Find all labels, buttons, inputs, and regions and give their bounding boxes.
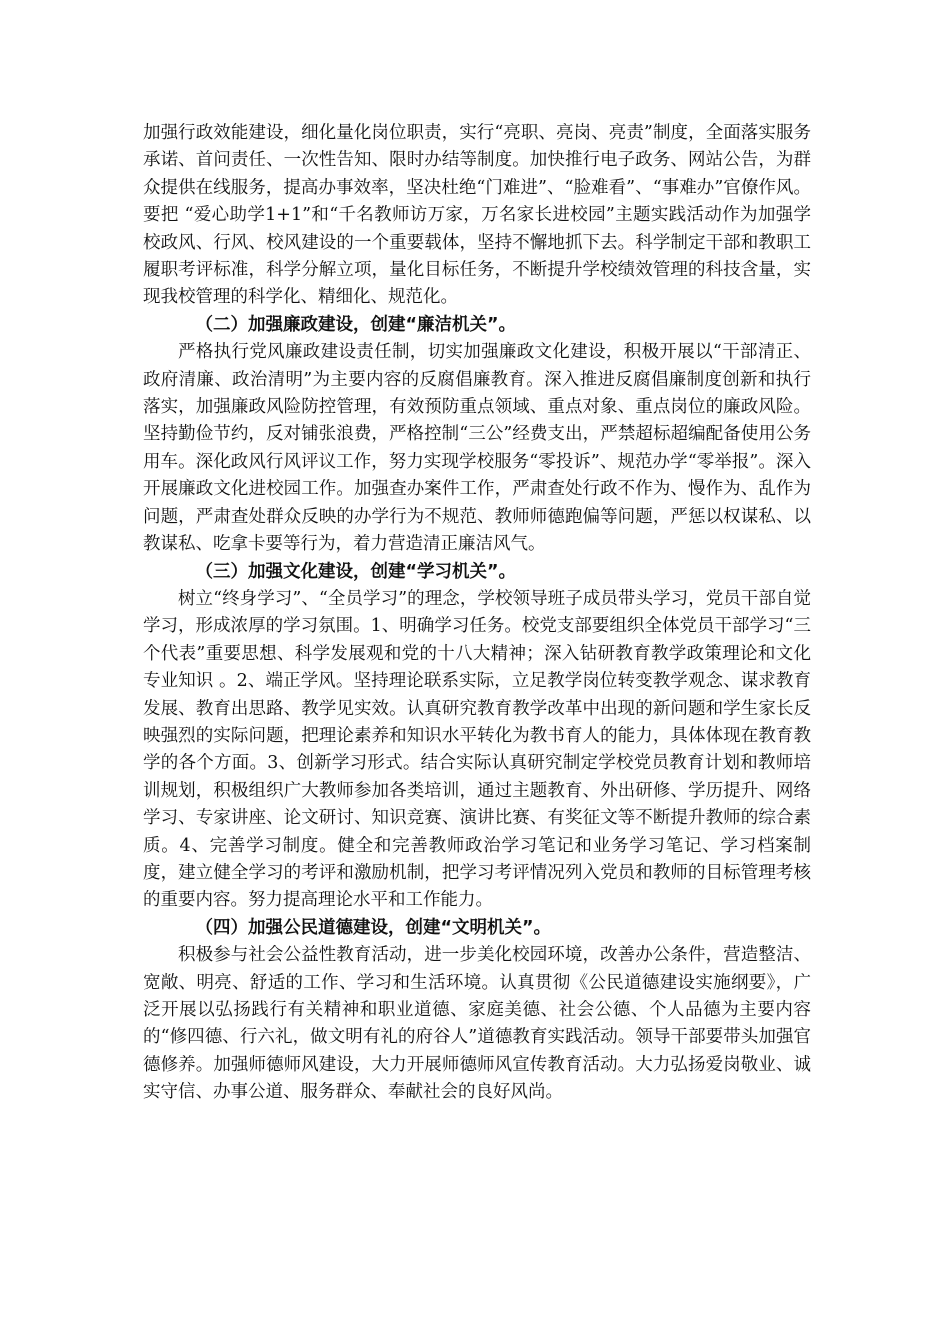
- paragraph-learning: 树立“终身学习”、“全员学习”的理念，学校领导班子成员带头学习，党员干部自觉学习，形成浓厚的学习氛围。1、明确学习任务。校党支部要组织全体党员干部学习“三个代表”重要思想、科学发展观和党的十八大精神；深入钻研教育教学政策理论和文化专业知识 。2、端正学风。坚持理论联系实际，立足教学岗位转变教学观念、谋求教育发展、教育出思路、教学见实效。认真研究教育教学改革中出现的新问题和学生家长反映强烈的实际问题，把理论素养和知识水平转化为教书育人的能力，具体体现在教育教学的各个方面。3、创新学习形式。结合实际认真研究制定学校党员教育计划和教师培训规划，积极组织广大教师参加各类培训，通过主题教育、外出研修、学历提升、网络学习、专家讲座、论文研讨、知识竞赛、演讲比赛、有奖征文等不断提升教师的综合素质。4、完善学习制度。健全和完善教师政治学习笔记和业务学习笔记、学习档案制度，建立健全学习的考评和激励机制，把学习考评情况列入党员和教师的目标管理考核的重要内容。努力提高理论水平和工作能力。: [143, 588, 811, 911]
- paragraph-integrity: 严格执行党风廉政建设责任制，切实加强廉政文化建设，积极开展以“干部清正、政府清廉、政治清明”为主要内容的反腐倡廉教育。深入推进反腐倡廉制度创新和执行落实，加强廉政风险防控管理，有效预防重点领域、重点对象、重点岗位的廉政风险。坚持勤俭节约，反对铺张浪费，严格控制“三公”经费支出，严禁超标超编配备使用公务用车。深化政风行风评议工作，努力实现学校服务“零投诉”、规范办学“零举报”。深入开展廉政文化进校园工作。加强查办案件工作，严肃查处行政不作为、慢作为、乱作为问题，严肃查处群众反映的办学行为不规范、教师师德跑偏等问题，严惩以权谋私、以教谋私、吃拿卡要等行为，着力营造清正廉洁风气。: [143, 342, 811, 555]
- paragraph-efficiency: 加强行政效能建设，细化量化岗位职责，实行“亮职、亮岗、亮责”制度，全面落实服务承诺、首问责任、一次性告知、限时办结等制度。加快推行电子政务、网站公告，为群众提供在线服务，提高办事效率，坚决杜绝“门难进”、“脸难看”、“事难办”官僚作风。要把 “爱心助学1+1”和“千名教师访万家，万名家长进校园”主题实践活动作为加强学校政风、行风、校风建设的一个重要载体，坚持不懈地抓下去。科学制定干部和教职工履职考评标准，科学分解立项，量化目标任务，不断提升学校绩效管理的科技含量，实现我校管理的科学化、精细化、规范化。: [143, 123, 811, 308]
- section-heading-integrity: （二）加强廉政建设，创建“廉洁机关”。: [195, 314, 517, 335]
- document-page: [143, 120, 811, 1107]
- paragraph-civility: 积极参与社会公益性教育活动，进一步美化校园环境，改善办公条件，营造整洁、宽敞、明亮、舒适的工作、学习和生活环境。认真贯彻《公民道德建设实施纲要》，广泛开展以弘扬践行有关精神和职业道德、家庭美德、社会公德、个人品德为主要内容的“修四德、行六礼，做文明有礼的府谷人”道德教育实践活动。领导干部要带头加强官德修养。加强师德师风建设，大力开展师德师风宣传教育活动。大力弘扬爱岗敬业、诚实守信、办事公道、服务群众、奉献社会的良好风尚。: [143, 945, 811, 1103]
- section-heading-learning: （三）加强文化建设，创建“学习机关”。: [195, 561, 517, 582]
- section-heading-civility: （四）加强公民道德建设，创建“文明机关”。: [195, 917, 552, 938]
